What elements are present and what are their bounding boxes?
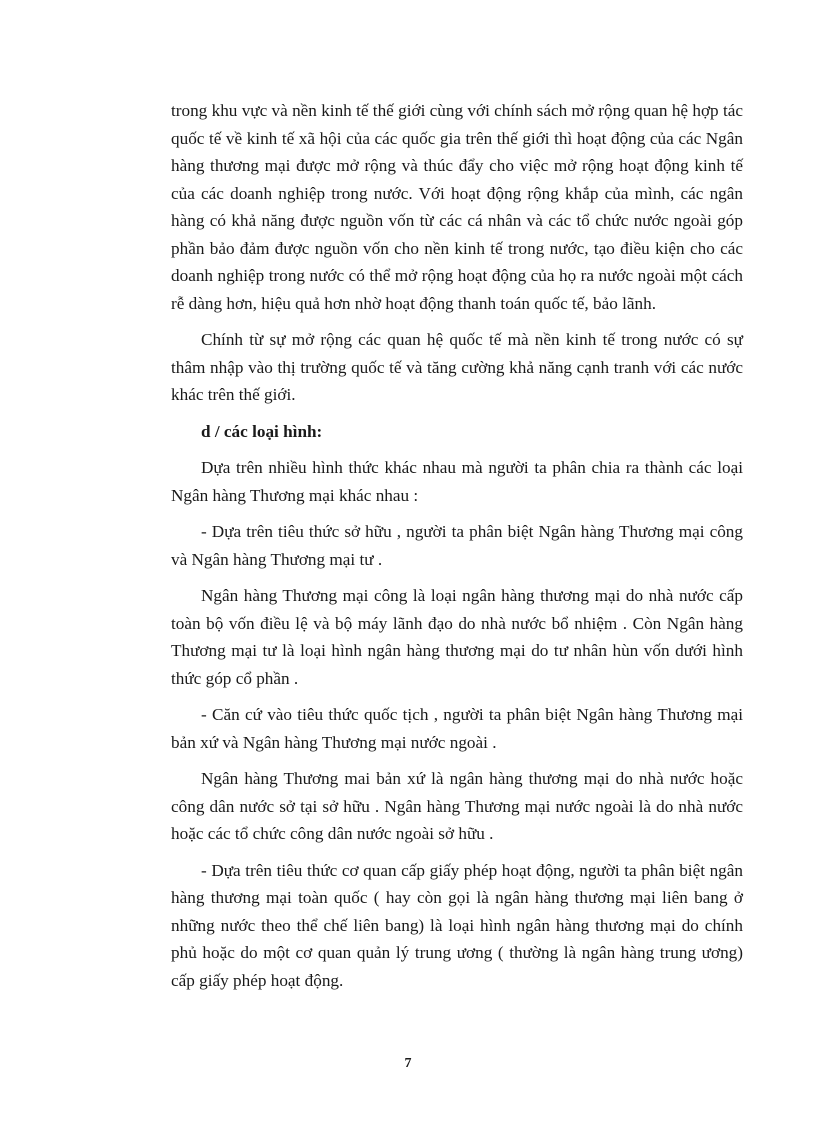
section-heading: d / các loại hình: <box>201 421 323 441</box>
paragraph-nationality-criterion: - Căn cứ vào tiêu thức quốc tịch , người ta phân biệt Ngân hàng Thương mại bản xứ và Ngân hàng Thương mại nước ngoài . <box>171 705 743 752</box>
page-number: 7 <box>404 1056 412 1071</box>
paragraph-classification-intro: Dựa trên nhiều hình thức khác nhau mà người ta phân chia ra thành các loại Ngân hàng Thương mại khác nhau : <box>171 458 743 505</box>
paragraph-international-relations: Chính từ sự mở rộng các quan hệ quốc tế mà nền kinh tế trong nước có sự thâm nhập vào thị trường quốc tế và tăng cường khả năng cạnh tranh với các nước khác trên thế giới. <box>171 330 743 404</box>
paragraph-ownership-criterion: - Dựa trên tiêu thức sở hữu , người ta phân biệt Ngân hàng Thương mại công và Ngân hàng Thương mại tư . <box>171 522 743 569</box>
paragraph-continuation: trong khu vực và nền kinh tế thế giới cùng với chính sách mở rộng quan hệ hợp tác quốc tế về kinh tế xã hội của các quốc gia trên thế giới thì hoạt động của các Ngân hàng thương mại được mở rộng và thúc đẩy cho việc mở rộng hoạt động kinh tế của các doanh nghiệp trong nước. Với hoạt động rộng khắp của mình, các ngân hàng có khả năng được nguồn vốn từ các cá nhân và các tổ chức nước ngoài góp phần bảo đảm được nguồn vốn cho nền kinh tế trong nước, tạo điều kiện cho các doanh nghiệp trong nước có thể mở rộng hoạt động của họ ra nước ngoài một cách rễ dàng hơn, hiệu quả hơn nhờ hoạt động thanh toán quốc tế, bảo lãnh. <box>171 101 743 313</box>
paragraph-public-private-banks: Ngân hàng Thương mại công là loại ngân hàng thương mại do nhà nước cấp toàn bộ vốn điều lệ và bộ máy lãnh đạo do nhà nước bổ nhiệm . Còn Ngân hàng Thương mại tư là loại hình ngân hàng thương mại do tư nhân hùn vốn dưới hình thức góp cổ phần . <box>171 586 743 688</box>
page-body <box>171 97 743 1003</box>
paragraph-domestic-foreign-banks: Ngân hàng Thương mai bản xứ là ngân hàng thương mại do nhà nước hoặc công dân nước sở tại sở hữu . Ngân hàng Thương mại nước ngoài là do nhà nước hoặc các tổ chức công dân nước ngoài sở hữu . <box>171 769 743 843</box>
paragraph-licensing-criterion: - Dựa trên tiêu thức cơ quan cấp giấy phép hoạt động, người ta phân biệt ngân hàng thương mại toàn quốc ( hay còn gọi là ngân hàng thương mại liên bang ở những nước theo thể chế liên bang) là loại hình ngân hàng thương mại do chính phủ hoặc do một cơ quan quản lý trung ương ( thường là ngân hàng trung ương) cấp giấy phép hoạt động. <box>171 860 743 990</box>
